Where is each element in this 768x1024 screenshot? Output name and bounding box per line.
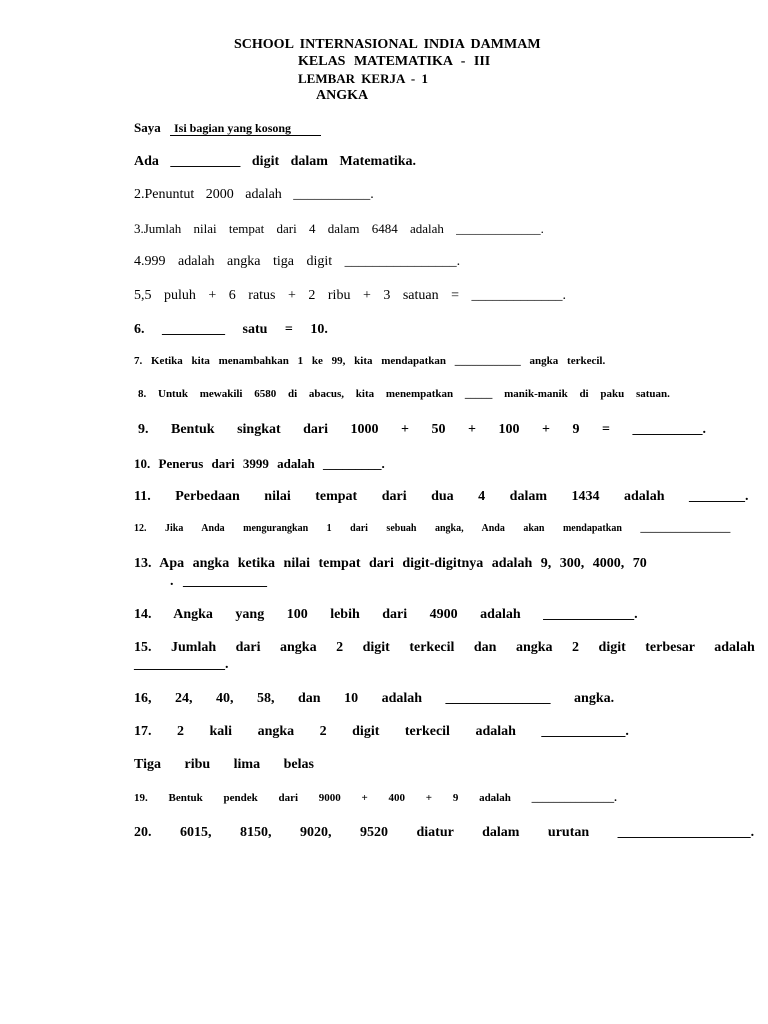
question-17: 17. 2 kali angka 2 digit terkecil adalah ____________. [134, 724, 629, 739]
question-20: 20. 6015, 8150, 9020, 9520 diatur dalam urutan ___________________. [134, 825, 755, 840]
question-15-line-1: 15. Jumlah dari angka 2 digit terkecil dan angka 2 digit terbesar adalah [134, 640, 755, 655]
question-11: 11. Perbedaan nilai tempat dari dua 4 dalam 1434 adalah ________. [134, 489, 749, 504]
question-18: Tiga ribu lima belas [134, 757, 314, 772]
question-2: 2.Penuntut 2000 adalah ___________. [134, 187, 374, 202]
question-4: 4.999 adalah angka tiga digit ________________. [134, 254, 461, 269]
intro-prefix: Saya [134, 120, 161, 135]
question-6: 6. _________ satu = 10. [134, 322, 328, 337]
question-13-line-2: . ____________ [170, 574, 267, 589]
question-19: 19. Bentuk pendek dari 9000 + 400 + 9 adalah _______________. [134, 792, 617, 804]
intro-line [134, 120, 321, 136]
question-14: 14. Angka yang 100 lebih dari 4900 adalah _____________. [134, 607, 638, 622]
school-name: SCHOOL INTERNASIONAL INDIA DAMMAM [234, 37, 541, 52]
class-name: KELAS MATEMATIKA - III [298, 54, 491, 69]
worksheet-number: LEMBAR KERJA - 1 [298, 71, 428, 86]
question-3: 3.Jumlah nilai tempat dari 4 dalam 6484 adalah _____________. [134, 221, 544, 236]
question-5: 5,5 puluh + 6 ratus + 2 ribu + 3 satuan = _____________. [134, 288, 567, 303]
question-1: Ada __________ digit dalam Matematika. [134, 154, 417, 169]
question-9: 9. Bentuk singkat dari 1000 + 50 + 100 + 9 = __________. [138, 422, 706, 437]
question-16: 16, 24, 40, 58, dan 10 adalah _______________ angka. [134, 691, 615, 706]
question-15-line-2: _____________. [134, 657, 229, 672]
question-13-line-1: 13. Apa angka ketika nilai tempat dari digit-digitnya adalah 9, 300, 4000, 70 [134, 556, 647, 571]
question-7: 7. Ketika kita menambahkan 1 ke 99, kita mendapatkan ____________ angka terkecil. [134, 355, 606, 367]
intro-instruction: Isi bagian yang kosong [170, 121, 321, 136]
worksheet-topic: ANGKA [316, 88, 369, 103]
question-12: 12. Jika Anda mengurangkan 1 dari sebuah angka, Anda akan mendapatkan __________________ [134, 523, 731, 534]
question-10: 10. Penerus dari 3999 adalah _________. [134, 456, 385, 471]
question-8: 8. Untuk mewakili 6580 di abacus, kita menempatkan _____ manik-manik di paku satuan. [138, 388, 670, 400]
